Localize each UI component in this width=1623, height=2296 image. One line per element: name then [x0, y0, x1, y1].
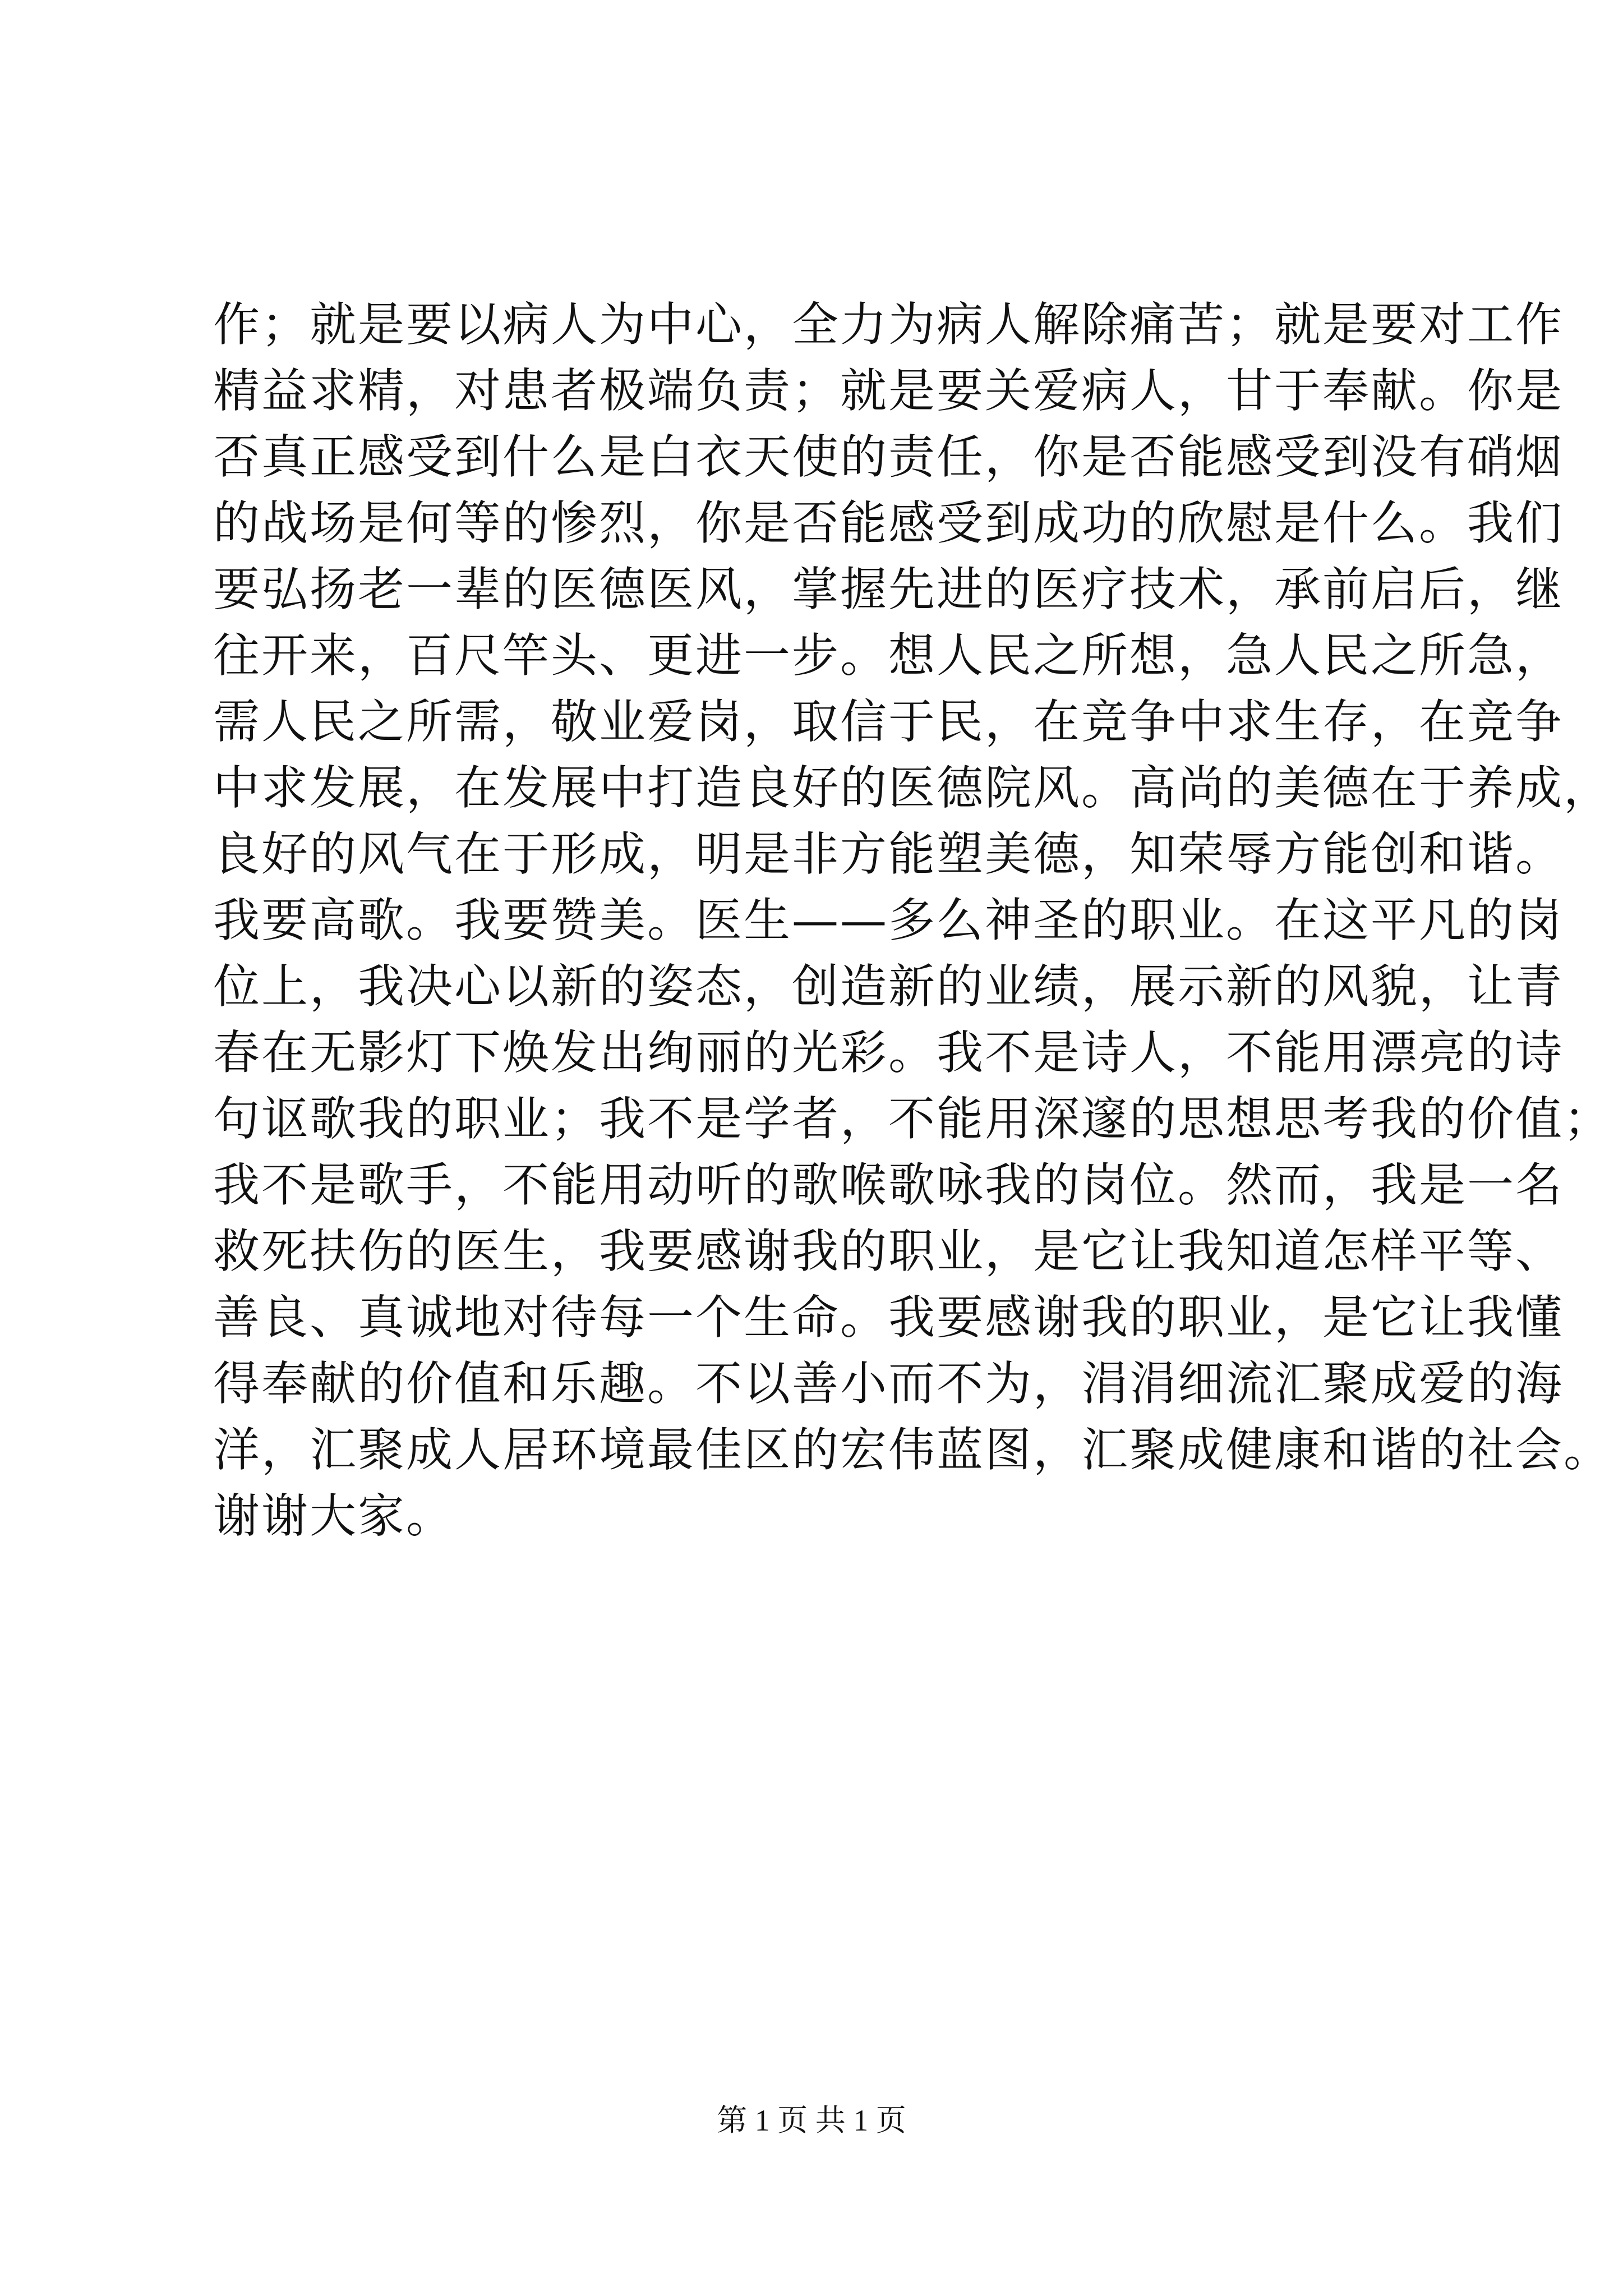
text-line: 句讴歌我的职业；我不是学者，不能用深邃的思想思考我的价值；	[213, 1092, 1612, 1146]
text-line: 往开来，百尺竿头、更进一步。想人民之所想，急人民之所急，	[213, 628, 1564, 683]
text-line: 要弘扬老一辈的医德医风，掌握先进的医疗技术，承前启后，继	[213, 562, 1564, 616]
text-line: 作；就是要以病人为中心，全力为病人解除痛苦；就是要对工作	[213, 297, 1564, 352]
text-line: 谢谢大家。	[213, 1489, 454, 1543]
text-line: 的战场是何等的惨烈，你是否能感受到成功的欣慰是什么。我们	[213, 496, 1564, 550]
text-line: 否真正感受到什么是白衣天使的责任，你是否能感受到没有硝烟	[213, 430, 1564, 484]
text-line: 洋，汇聚成人居环境最佳区的宏伟蓝图，汇聚成健康和谐的社会。	[213, 1423, 1612, 1477]
text-line: 我不是歌手，不能用动听的歌喉歌咏我的岗位。然而，我是一名	[213, 1158, 1564, 1212]
text-line: 中求发展，在发展中打造良好的医德院风。高尚的美德在于养成，	[213, 761, 1612, 815]
text-line: 位上，我决心以新的姿态，创造新的业绩，展示新的风貌，让青	[213, 959, 1564, 1014]
text-line: 我要高歌。我要赞美。医生——多么神圣的职业。在这平凡的岗	[213, 893, 1564, 947]
text-line: 需人民之所需，敬业爱岗，取信于民，在竞争中求生存，在竞争	[213, 694, 1564, 749]
text-line: 善良、真诚地对待每一个生命。我要感谢我的职业，是它让我懂	[213, 1290, 1564, 1345]
text-line: 春在无影灯下焕发出绚丽的光彩。我不是诗人，不能用漂亮的诗	[213, 1025, 1564, 1080]
text-line: 得奉献的价值和乐趣。不以善小而不为，涓涓细流汇聚成爱的海	[213, 1356, 1564, 1411]
body-text	[213, 292, 1612, 1549]
text-line: 良好的风气在于形成，明是非方能塑美德，知荣辱方能创和谐。	[213, 827, 1564, 881]
page-footer: 第 1 页 共 1 页	[717, 2104, 906, 2137]
text-line: 救死扶伤的医生，我要感谢我的职业，是它让我知道怎样平等、	[213, 1224, 1564, 1278]
text-line: 精益求精，对患者极端负责；就是要关爱病人，甘于奉献。你是	[213, 364, 1564, 418]
